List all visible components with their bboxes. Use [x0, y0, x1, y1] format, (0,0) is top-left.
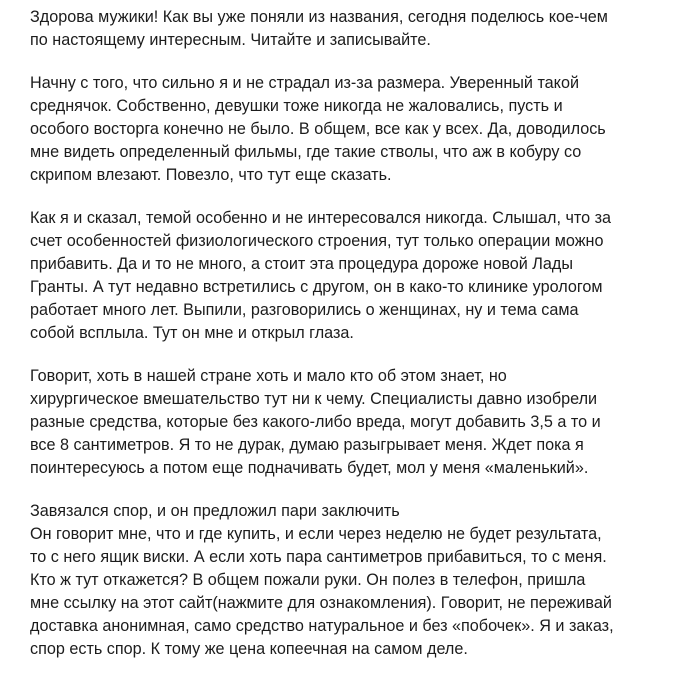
link-line-before: мне ссылку на этот — [30, 594, 179, 612]
text-line: спор есть спор. К тому же цена копеечная на самом деле. — [30, 640, 468, 658]
paragraph-2 — [30, 72, 680, 187]
text-line: среднячок. Собственно, девушки тоже никогда не жаловались, пусть и — [30, 97, 563, 115]
text-line: скрипом влезают. Повезло, что тут еще сказать. — [30, 166, 392, 184]
text-line: все 8 сантиметров. Я то не дурак, думаю разыгрывает меня. Ждет пока я — [30, 436, 584, 454]
paragraph-3 — [30, 207, 680, 345]
text-line: собой всплыла. Тут он мне и открыл глаза. — [30, 324, 354, 342]
text-line: прибавить. Да и то не много, а стоит эта процедура дороже новой Лады — [30, 255, 573, 273]
link-line-after: . Говорит, не переживай — [431, 594, 612, 612]
text-line: Здорова мужики! Как вы уже поняли из названия, сегодня поделюсь кое-чем — [30, 8, 608, 26]
text-line: Говорит, хоть в нашей стране хоть и мало кто об этом знает, но — [30, 367, 507, 385]
paragraph-4 — [30, 365, 680, 480]
text-line: Начну с того, что сильно я и не страдал из-за размера. Уверенный такой — [30, 74, 579, 92]
paragraph-5 — [30, 500, 680, 661]
text-line: работает много лет. Выпили, разговорились о женщинах, ну и тема сама — [30, 301, 579, 319]
text-line: счет особенностей физиологического строения, тут только операции можно — [30, 232, 604, 250]
text-line: Кто ж тут откажется? В общем пожали руки. Он полез в телефон, пришла — [30, 571, 586, 589]
text-line: Он говорит мне, что и где купить, и если через неделю не будет результата, — [30, 525, 602, 543]
text-line: по настоящему интересным. Читайте и записывайте. — [30, 31, 431, 49]
paragraph-1 — [30, 6, 680, 52]
text-line: разные средства, которые без какого-либо вреда, могут добавить 3,5 а то и — [30, 413, 601, 431]
text-line-with-link — [30, 592, 680, 615]
text-line: хирургическое вмешательство тут ни к чему. Специалисты давно изобрели — [30, 390, 598, 408]
text-line: доставка анонимная, само средство натуральное и без «побочек». Я и заказ, — [30, 617, 614, 635]
text-line: мне видеть определенный фильмы, где такие стволы, что аж в кобуру со — [30, 143, 582, 161]
site-link[interactable]: сайт(нажмите для ознакомления) — [178, 594, 432, 612]
text-line: Как я и сказал, темой особенно и не интересовался никогда. Слышал, что за — [30, 209, 612, 227]
text-line: то с него ящик виски. А если хоть пара сантиметров прибавиться, то с меня. — [30, 548, 607, 566]
article-body — [30, 6, 680, 681]
text-line: Завязался спор, и он предложил пари заключить — [30, 502, 400, 520]
text-line: поинтересуюсь а потом еще подначивать будет, мол у меня «маленький». — [30, 459, 589, 477]
text-line: Гранты. А тут недавно встретились с другом, он в како-то клинике урологом — [30, 278, 603, 296]
text-line: особого восторга конечно не было. В общем, все как у всех. Да, доводилось — [30, 120, 606, 138]
